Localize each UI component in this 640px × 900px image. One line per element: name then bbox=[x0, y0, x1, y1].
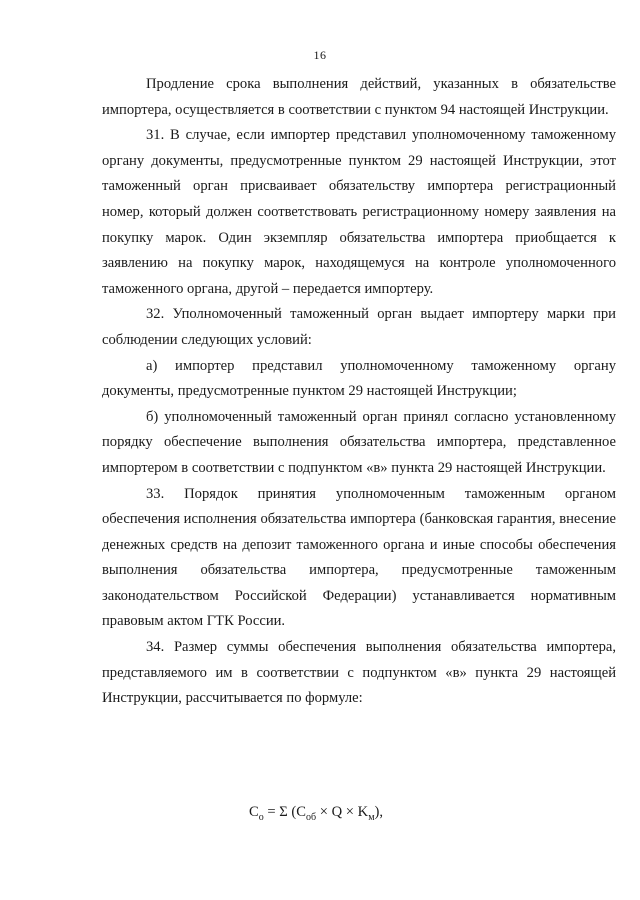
formula bbox=[102, 802, 530, 822]
paragraph-clause-32-a: а) импортер представил уполномоченному таможенному органу документы, предусмотренные пунктом 29 настоящей Инструкции; bbox=[102, 357, 616, 400]
formula-lhs: C bbox=[248, 804, 259, 820]
paragraph-clause-32: 32. Уполномоченный таможенный орган выдает импортеру марки при соблюдении следующих условий: bbox=[102, 306, 616, 348]
formula-tail: ), bbox=[374, 804, 384, 820]
paragraph-clause-34: 34. Размер суммы обеспечения выполнения обязательства импортера, представляемого им в соответствии с подпунктом «в» пункта 29 настоящей Инструкции, рассчитывается по формуле: bbox=[102, 639, 616, 707]
formula-k-subscript: м bbox=[368, 811, 375, 823]
formula-equals-sum: = Σ (C bbox=[263, 804, 306, 820]
paragraph-clause-31: 31. В случае, если импортер представил уполномоченному таможенному органу документы, предусмотренные пунктом 29 настоящей Инструкции, этот таможенный орган присваивает обязательству импортера регистрационный номер, который должен соответствовать регистрационному номеру заявления на покупку марок. Один экземпляр обязательства импортера приобщается к заявлению на покупку марок, находящемуся на контроле уполномоченного таможенного органа, другой – передается импортеру. bbox=[102, 127, 616, 297]
paragraph-extension-note: Продление срока выполнения действий, указанных в обязательстве импортера, осуществляется в соответствии с пунктом 94 настоящей Инструкции. bbox=[102, 76, 616, 118]
paragraph-clause-33: 33. Порядок принятия уполномоченным таможенным органом обеспечения исполнения обязательства импортера (банковская гарантия, внесение денежных средств на депозит таможенного органа и иные способы обеспечения выполнения обязательства импортера, предусмотренные таможенным законодательством Российской Федерации) устанавливается нормативным правовым актом ГТК России. bbox=[102, 485, 616, 630]
formula-c-subscript: об bbox=[305, 811, 317, 823]
page-number: 16 bbox=[313, 48, 327, 62]
paragraph-clause-32-b: б) уполномоченный таможенный орган принял согласно установленному порядку обеспечение выполнения обязательства импортера, представленное импортером в соответствии с подпунктом «в» пункта 29 настоящей Инструкции. bbox=[102, 408, 616, 476]
formula-multipliers: × Q × K bbox=[316, 804, 369, 820]
document-body bbox=[102, 72, 616, 712]
formula-lhs-subscript: о bbox=[258, 811, 264, 823]
